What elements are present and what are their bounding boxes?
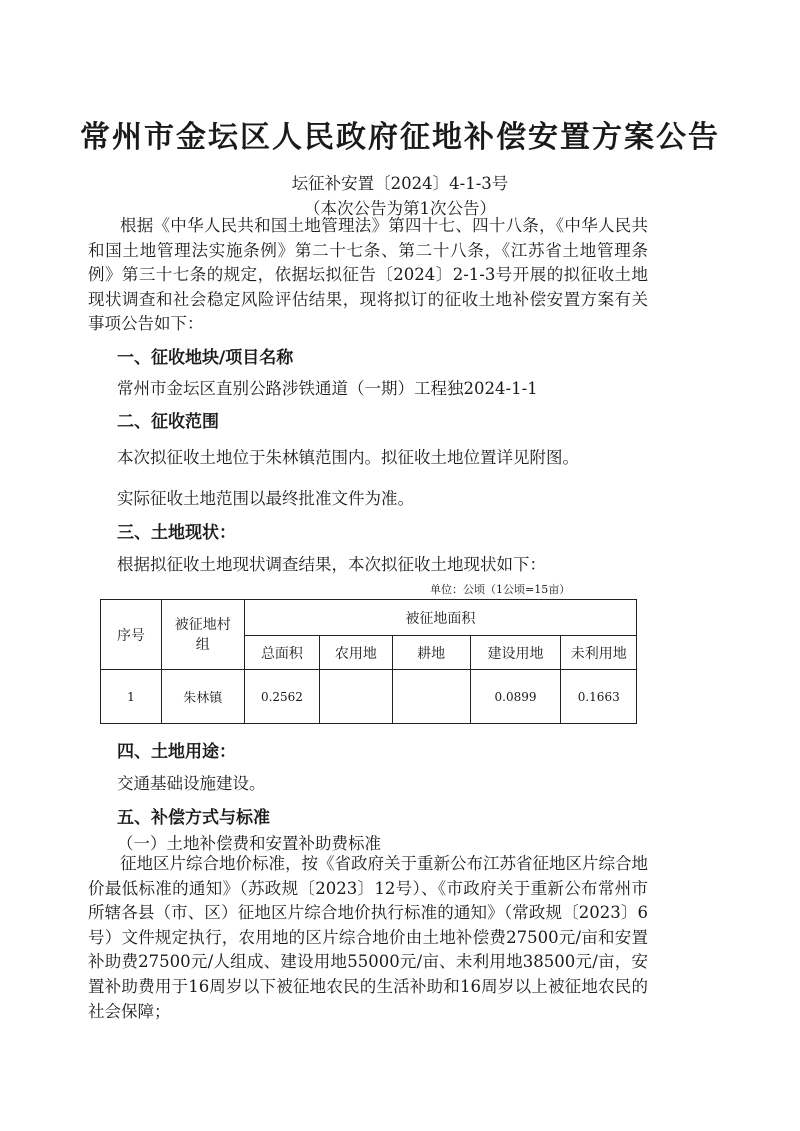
cell-construction: 0.0899 <box>470 670 561 724</box>
col-area-group-header: 被征地面积 <box>244 600 636 636</box>
table-row <box>101 670 637 724</box>
section1-heading: 一、征收地块/项目名称 <box>117 348 294 368</box>
cell-agri <box>320 670 392 724</box>
section2-text1: 本次拟征收土地位于朱林镇范围内。拟征收土地位置详见附图。 <box>117 448 579 467</box>
cell-total: 0.2562 <box>244 670 320 724</box>
unit-note: 单位：公顷（1公顷=15亩） <box>430 583 571 596</box>
cell-seq: 1 <box>101 670 162 724</box>
section3-text: 根据拟征收土地现状调查结果，本次拟征收土地现状如下： <box>117 555 546 574</box>
section2-heading: 二、征收范围 <box>117 412 219 432</box>
section5-text: 征地区片综合地价标准，按《省政府关于重新公布江苏省征地区片综合地价最低标准的通知》（苏政规〔2023〕12号）、《市政府关于重新公布常州市所辖各县（市、区）征地区片综合地价执行标准的通知》（常政规〔2023〕6号）文件规定执行，农用地的区片综合地价由土地补偿费27500元/亩和安置补助费27500元/人组成、建设用地55000元/亩、未利用地38500元/亩，安置补助费用于16周岁以下被征地农民的生活补助和16周岁以上被征地农民的社会保障； <box>88 854 648 1021</box>
document-number: 坛征补安置〔2024〕4-1-3号 <box>291 174 509 193</box>
intro-paragraph: 根据《中华人民共和国土地管理法》第四十七、四十八条，《中华人民共和国土地管理法实施条例》第二十七条、第二十八条，《江苏省土地管理条例》第三十七条的规定，依据坛拟征告〔2024〕2-1-3号开展的拟征收土地现状调查和社会稳定风险评估结果，现将拟订的征收土地补偿安置方案有关事项公告如下： <box>88 216 648 334</box>
cell-unused: 0.1663 <box>561 670 637 724</box>
cell-village: 朱林镇 <box>161 670 244 724</box>
col-construction-header: 建设用地 <box>470 636 561 670</box>
cell-arable <box>392 670 470 724</box>
col-village-header: 被征地村组 <box>161 600 244 670</box>
section5-subheading: （一）土地补偿费和安置补助费标准 <box>117 834 381 853</box>
document-title: 常州市金坛区人民政府征地补偿安置方案公告 <box>80 120 720 155</box>
notice-number: （本次公告为第1次公告） <box>304 199 496 218</box>
section1-text: 常州市金坛区直别公路涉铁通道（一期）工程独2024-1-1 <box>117 379 538 398</box>
section4-heading: 四、土地用途： <box>117 742 236 762</box>
col-agri-header: 农用地 <box>320 636 392 670</box>
col-seq-header: 序号 <box>101 600 162 670</box>
section3-heading: 三、土地现状： <box>117 523 236 543</box>
section2-text2: 实际征收土地范围以最终批准文件为准。 <box>117 489 414 508</box>
section4-text: 交通基础设施建设。 <box>117 774 266 793</box>
land-status-table <box>100 599 637 724</box>
col-total-header: 总面积 <box>244 636 320 670</box>
section5-heading: 五、补偿方式与标准 <box>117 808 270 828</box>
col-arable-header: 耕地 <box>392 636 470 670</box>
col-unused-header: 未利用地 <box>561 636 637 670</box>
